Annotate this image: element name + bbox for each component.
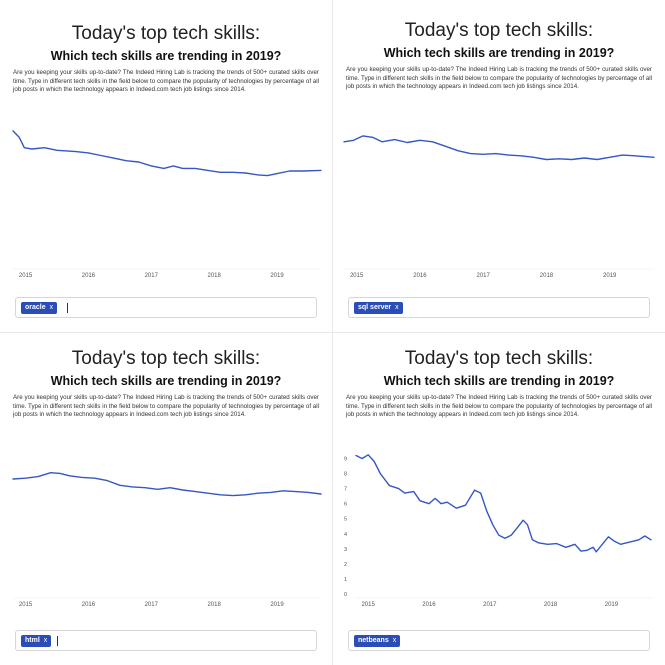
y-tick-label: 3	[344, 546, 348, 553]
trend-chart	[9, 123, 325, 285]
skill-tag-label: sql server	[358, 304, 392, 311]
y-tick-label: 8	[344, 471, 348, 478]
page-subtitle: Which tech skills are trending in 2019?	[50, 374, 282, 388]
x-tick-label: 2016	[81, 273, 96, 279]
x-tick-label: 2017	[144, 602, 158, 608]
x-tick-label: 2018	[207, 273, 221, 279]
skill-tag-label: oracle	[25, 304, 46, 311]
trend-chart-svg	[9, 456, 325, 618]
series-line	[13, 131, 321, 176]
page-subtitle: Which tech skills are trending in 2019?	[383, 46, 615, 60]
y-tick-label: 9	[344, 456, 348, 463]
x-tick-label: 2019	[603, 273, 617, 279]
trend-chart-svg	[9, 123, 325, 285]
panel-oracle	[3, 3, 329, 329]
x-tick-label: 2017	[476, 273, 490, 279]
y-tick-label: 2	[344, 561, 348, 568]
skill-tag	[21, 302, 57, 314]
skill-tag-label: html	[25, 637, 40, 644]
x-tick-label: 2018	[539, 273, 554, 279]
series-line	[13, 473, 321, 496]
page-subtitle: Which tech skills are trending in 2019?	[383, 374, 615, 388]
skill-tag	[354, 635, 400, 647]
page-title: Today's top tech skills:	[404, 20, 594, 41]
x-tick-label: 2016	[413, 273, 427, 279]
x-tick-label: 2019	[604, 602, 619, 608]
y-tick-label: 0	[344, 592, 348, 598]
page-description: Are you keeping your skills up-to-date? The Indeed Hiring Lab is tracking the trends of 500+ curated skills over time. Type in different tech skills in the field below to compare the popularity of technologies by percentage of all job posts in which the technology appears in Indeed.com tech job listings since 2014.	[346, 394, 652, 419]
remove-tag-button[interactable]: x	[49, 304, 54, 311]
trend-chart-svg	[342, 123, 658, 285]
skill-search-input[interactable]	[348, 630, 650, 651]
y-tick-label: 7	[344, 486, 348, 493]
panel-sql-server	[336, 3, 662, 329]
text-cursor	[67, 303, 68, 313]
page-description: Are you keeping your skills up-to-date? The Indeed Hiring Lab is tracking the trends of 500+ curated skills over time. Type in different tech skills in the field below to compare the popularity of technologies by percentage of all job posts in which the technology appears in Indeed.com tech job listings since 2014.	[13, 69, 319, 94]
skill-tag	[21, 635, 51, 647]
series-line	[344, 136, 654, 160]
trend-chart-svg	[342, 446, 658, 608]
x-tick-label: 2019	[270, 273, 284, 279]
page-title: Today's top tech skills:	[71, 348, 261, 369]
y-tick-label: 6	[344, 501, 348, 508]
skill-tag	[354, 302, 403, 314]
x-tick-label: 2019	[270, 602, 284, 608]
x-tick-label: 2018	[207, 602, 221, 608]
page-title: Today's top tech skills:	[404, 348, 594, 369]
page-subtitle: Which tech skills are trending in 2019?	[50, 49, 282, 63]
horizontal-divider	[0, 332, 665, 333]
series-line	[356, 455, 651, 552]
remove-tag-button[interactable]: x	[392, 637, 397, 644]
trend-chart	[342, 123, 658, 285]
x-tick-label: 2016	[81, 602, 96, 608]
y-tick-label: 4	[344, 531, 348, 538]
x-tick-label: 2015	[18, 602, 33, 608]
x-tick-label: 2018	[543, 602, 558, 608]
skill-search-input[interactable]	[15, 630, 317, 651]
page-title: Today's top tech skills:	[71, 23, 261, 44]
x-tick-label: 2017	[144, 273, 158, 279]
panel-netbeans	[336, 336, 662, 662]
skill-search-input[interactable]	[348, 297, 650, 318]
x-tick-label: 2017	[483, 602, 497, 608]
y-tick-label: 1	[344, 576, 348, 583]
page-description: Are you keeping your skills up-to-date? The Indeed Hiring Lab is tracking the trends of 500+ curated skills over time. Type in different tech skills in the field below to compare the popularity of technologies by percentage of all job posts in which the technology appears in Indeed.com tech job listings since 2014.	[346, 66, 652, 91]
remove-tag-button[interactable]: x	[395, 304, 399, 311]
trend-chart	[9, 456, 325, 618]
page-description: Are you keeping your skills up-to-date? The Indeed Hiring Lab is tracking the trends of 500+ curated skills over time. Type in different tech skills in the field below to compare the popularity of technologies by percentage of all job posts in which the technology appears in Indeed.com tech job listings since 2014.	[13, 394, 319, 419]
x-tick-label: 2015	[361, 602, 375, 608]
panel-html	[3, 336, 329, 662]
text-cursor	[57, 636, 58, 646]
x-tick-label: 2016	[422, 602, 436, 608]
skill-tag-label: netbeans	[358, 637, 389, 644]
y-tick-label: 5	[344, 516, 348, 523]
remove-tag-button[interactable]: x	[43, 637, 48, 644]
trend-chart	[342, 446, 658, 608]
x-tick-label: 2015	[18, 273, 33, 279]
x-tick-label: 2015	[349, 273, 364, 279]
skill-search-input[interactable]	[15, 297, 317, 318]
